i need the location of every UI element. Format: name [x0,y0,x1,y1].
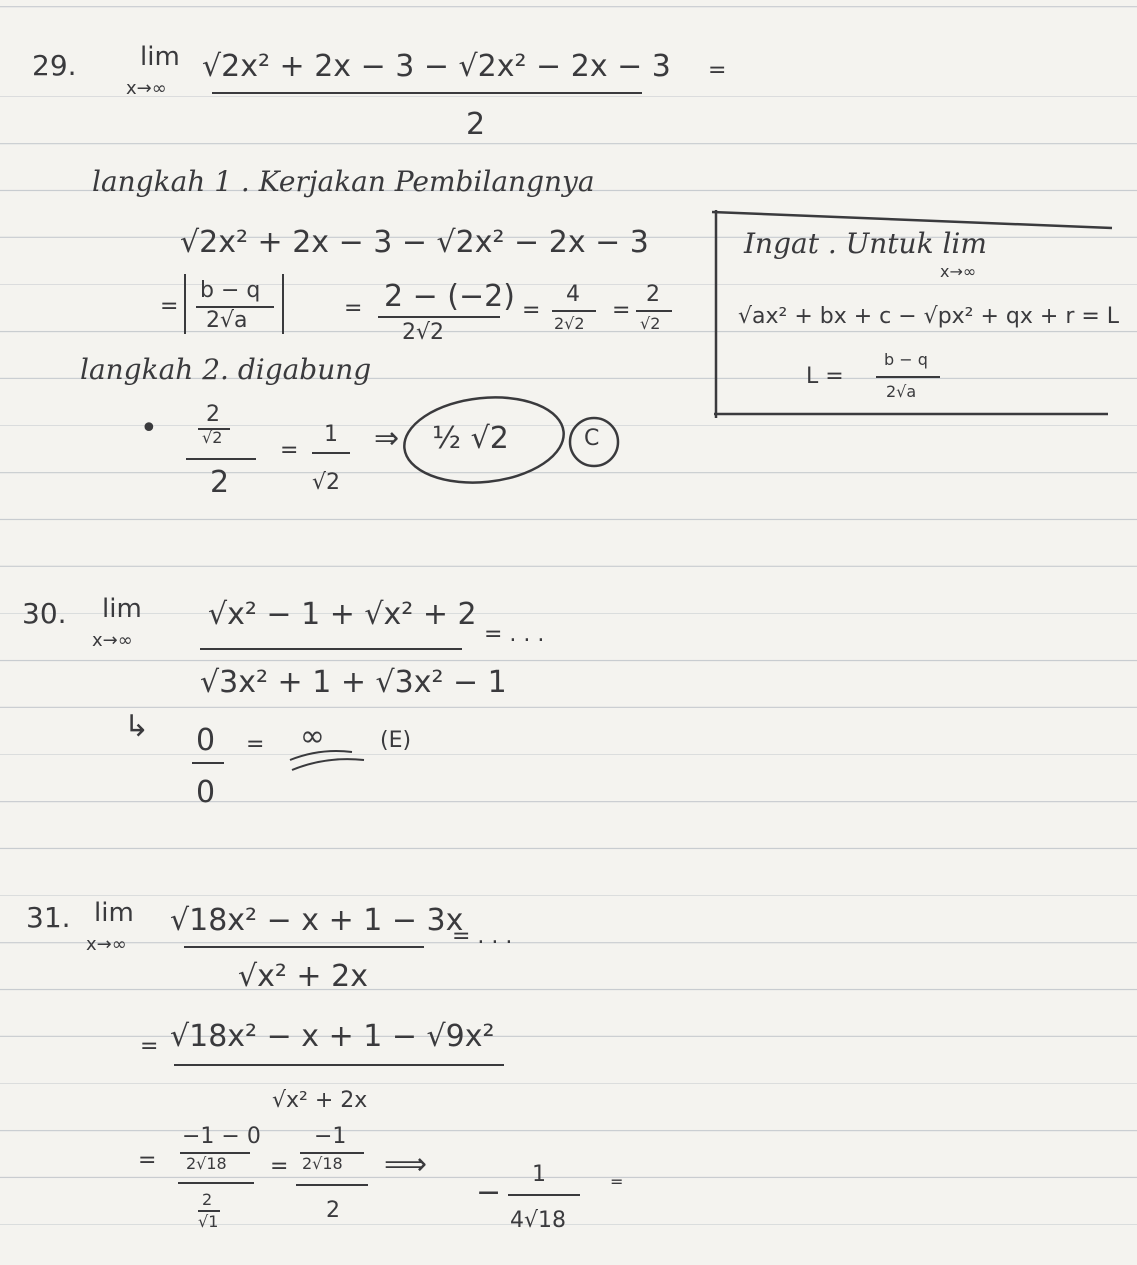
problem-29-lim: lim [140,42,180,72]
problem-31-final-den: 4√18 [510,1208,567,1233]
reminder-lim-sub: x→∞ [940,262,977,281]
problem-30-denominator: √3x² + 1 + √3x² − 1 [200,665,507,700]
problem-29-denominator: 2 [466,107,486,142]
problem-30-choice: (E) [380,728,412,753]
problem-29-step2-label: langkah 2. digabung [80,353,372,386]
reminder-expression: √ax² + bx + c − √px² + qx + r = L [738,304,1120,329]
problem-29-calc-eq2: = [522,298,541,323]
problem-29-calc3-den: √2 [640,314,661,333]
problem-31-f1-mid: 2√18 [186,1154,227,1173]
problem-30-equals: = . . . [484,622,545,647]
choice-circle [570,418,618,466]
problem-29-equals: = [708,58,727,83]
problem-29-formula-num: b − q [200,278,261,303]
problem-30-res-eq: = [246,732,265,757]
problem-29-calc2-den: 2√2 [554,314,585,333]
problem-29-calc-num: 2 − (−2) [384,279,515,314]
problem-30-res-val: ∞ [300,719,325,754]
problem-31-f1-top: −1 − 0 [182,1124,261,1149]
problem-31-lim: lim [94,898,134,928]
problem-29-arrow: ⇒ [374,421,400,456]
problem-31-denominator: √x² + 2x [238,959,368,994]
problem-31-f2-top: −1 [314,1124,347,1149]
problem-29-bullet: • [140,411,158,446]
reminder-l-label: L = [806,364,844,389]
problem-31-minus: − [476,1175,502,1210]
problem-31-step-eq: = [140,1034,159,1059]
answer-circle [400,390,568,490]
problem-29-calc-eq1: = [344,296,363,321]
problem-31-step-den: √x² + 2x [272,1088,368,1113]
problem-30-numerator: √x² − 1 + √x² + 2 [208,597,477,632]
problem-30-lim: lim [102,594,142,624]
problem-29-formula-equals: = [160,294,179,319]
problem-31-trail: = [610,1172,624,1191]
problem-31-arrow: ⟹ [384,1147,428,1182]
problem-29-calc-eq3: = [612,298,631,323]
problem-30-number: 30. [22,597,67,630]
reminder-box-top-line [712,212,1112,228]
problem-31-step-num: √18x² − x + 1 − √9x² [170,1019,495,1054]
problem-29-step1-expr: √2x² + 2x − 3 − √2x² − 2x − 3 [180,225,649,260]
reminder-l-num: b − q [884,350,928,369]
problem-29-calc2-num: 4 [566,282,580,307]
problem-30-arrow: ↳ [124,709,150,744]
problem-29-answer: ½ √2 [432,421,509,456]
problem-31-f-eq: = [270,1154,289,1179]
problem-29-number: 29. [32,49,77,82]
problem-31-final-eq: = [138,1148,157,1173]
problem-31-f2-bot: 2 [326,1198,340,1223]
problem-29-step1-label: langkah 1 . Kerjakan Pembilangnya [92,165,595,198]
problem-30-res-num: 0 [196,723,216,758]
problem-30-res-den: 0 [196,775,216,810]
problem-29-comb-eq: = [280,438,299,463]
problem-31-equals: = . . . [452,924,513,949]
problem-29-calc-den: 2√2 [402,320,445,345]
problem-31-final-num: 1 [532,1162,546,1187]
problem-31-lim-sub: x→∞ [86,934,127,955]
problem-31-number: 31. [26,901,71,934]
reminder-l-den: 2√a [886,382,917,401]
problem-29-numerator: √2x² + 2x − 3 − √2x² − 2x − 3 [202,49,671,84]
problem-29-choice: C [584,426,600,451]
problem-29-comb-top: 2 [206,402,220,427]
problem-31-f1-bot-den: √1 [198,1212,219,1231]
problem-29-formula-den: 2√a [206,308,248,333]
infinity-underline-2 [292,759,364,770]
problem-29-lim-sub: x→∞ [126,78,167,99]
problem-29-comb-mid: √2 [202,428,223,447]
problem-29-res-num: 1 [324,422,338,447]
problem-31-f1-bot-num: 2 [202,1190,213,1209]
problem-29-calc3-num: 2 [646,282,660,307]
problem-29-res-den: √2 [312,470,341,495]
problem-31-numerator: √18x² − x + 1 − 3x [170,903,464,938]
reminder-title: Ingat . Untuk lim [744,227,987,260]
problem-31-f2-mid: 2√18 [302,1154,343,1173]
problem-29-comb-den: 2 [210,465,230,500]
problem-30-lim-sub: x→∞ [92,630,133,651]
